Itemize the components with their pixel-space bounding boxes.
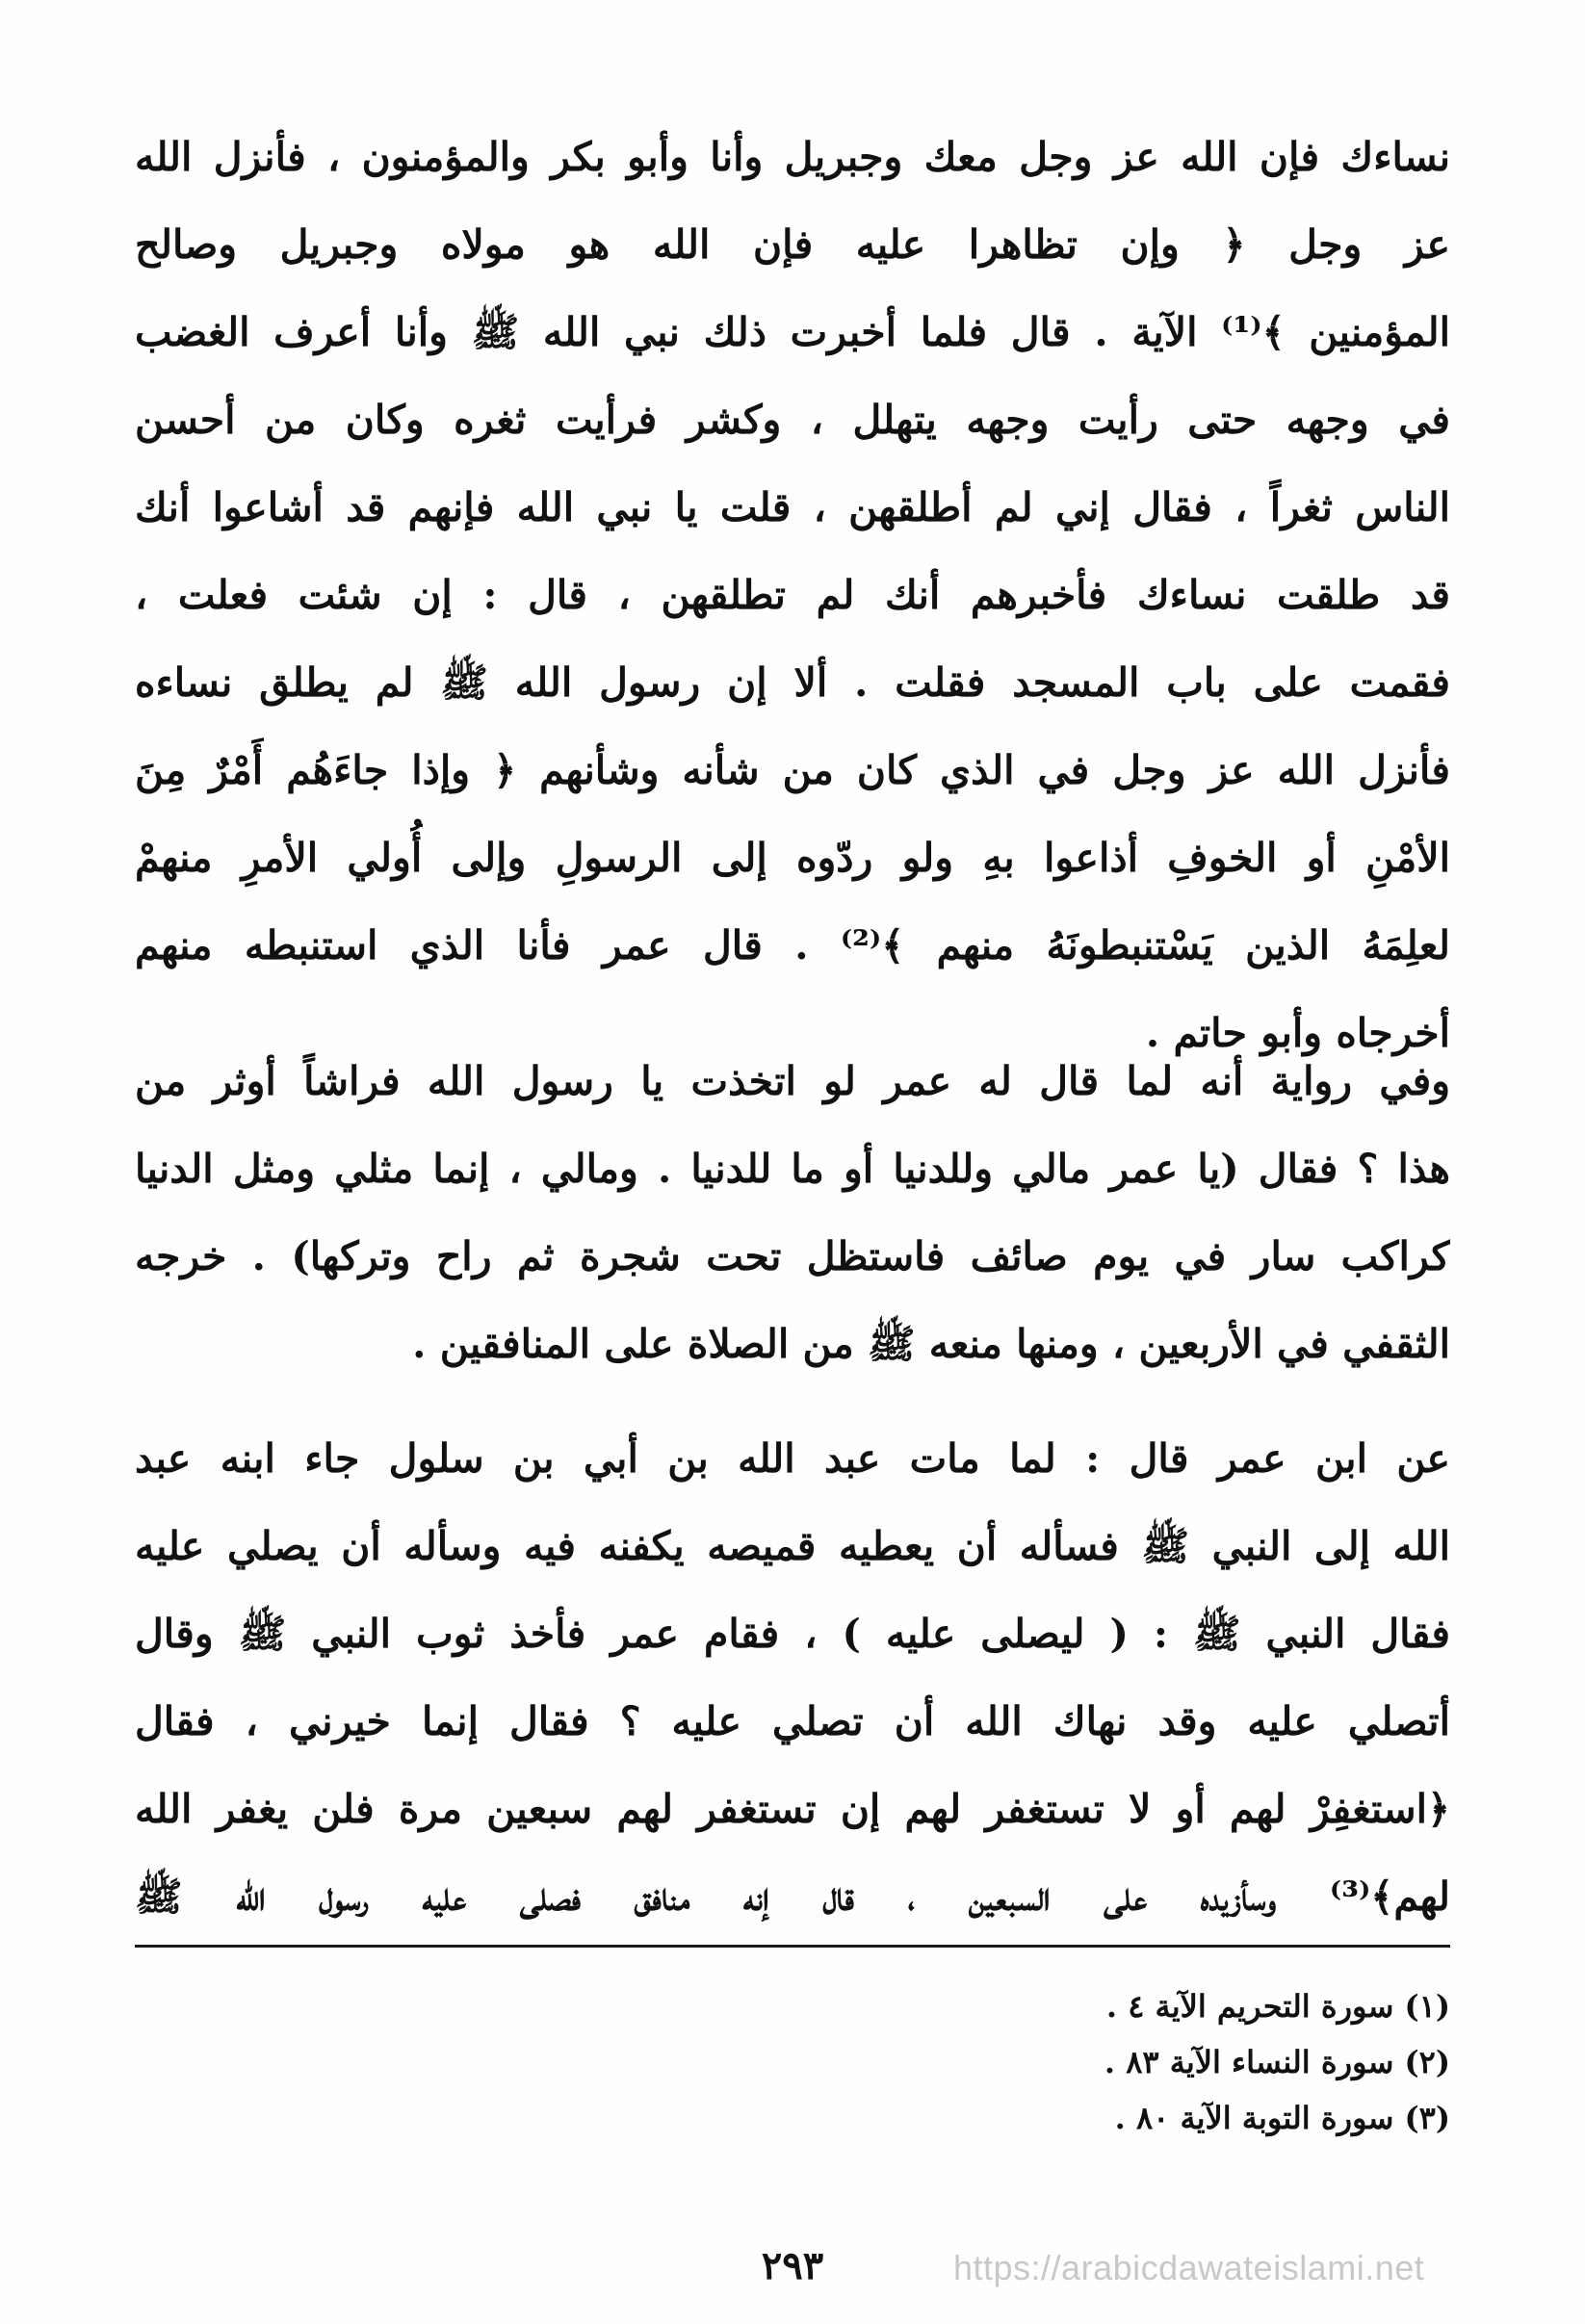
footnote: (٢) سورة النساء الآية ٨٣ . [1104,2044,1450,2080]
text-line: المؤمنين ﴾⁽¹⁾ الآية . قال فلما أخبرت ذلك نبي الله ﷺ وأنا أعرف الغضب [135,309,1450,355]
text-line: عن ابن عمر قال : لما مات عبد الله بن أبي بن سلول جاء ابنه عبد [135,1435,1450,1482]
text-line: قد طلقت نساءك فأخبرهم أنك لم تطلقهن ، قال : إن شئت فعلت ، [135,572,1450,618]
text-line: ﴿استغفِرْ لهم أو لا تستغفر لهم إن تستغفر لهم سبعين مرة فلن يغفر الله [135,1786,1450,1832]
text-line: الأمْنِ أو الخوفِ أذاعوا بهِ ولو ردّوه إلى الرسولِ وإلى أُولي الأمرِ منهمْ [135,835,1450,881]
text-line: لهم﴾⁽³⁾ وسأزيده على السبعين ، قال إنه منافق فصلى عليه رسول الله ﷺ [135,1873,1450,1920]
text-line: الله إلى النبي ﷺ فسأله أن يعطيه قميصه يكفنه فيه وسأله أن يصلي عليه [135,1523,1450,1569]
text-line: في وجهه حتى رأيت وجهه يتهلل ، وكشر فرأيت ثغره وكان من أحسن [135,397,1450,443]
text-line: أخرجاه وأبو حاتم . [1145,1010,1450,1056]
text-line: عز وجل ﴿ وإن تظاهرا عليه فإن الله هو مولاه وجبريل وصالح [135,221,1450,268]
text-line: هذا ؟ فقال (يا عمر مالي وللدنيا أو ما للدنيا . ومالي ، إنما مثلي ومثل الدنيا [135,1146,1450,1192]
footnote: (١) سورة التحريم الآية ٤ . [1105,1988,1450,2025]
footnote-divider [135,1945,1450,1948]
text-line: لعلِمَهُ الذين يَسْتنبطونَهُ منهم ﴾⁽²⁾ . قال عمر فأنا الذي استنبطه منهم [135,922,1450,968]
text-line: الناس ثغراً ، فقال إني لم أطلقهن ، قلت يا نبي الله فإنهم قد أشاعوا أنك [135,484,1450,530]
paragraph-2 [135,1038,1450,1388]
paragraph-3 [135,1415,1450,1941]
footnotes [578,1978,1450,2146]
text-line: فقال النبي ﷺ : ( ليصلى عليه ) ، فقام عمر فأخذ ثوب النبي ﷺ وقال [135,1611,1450,1657]
paragraph-1 [135,114,1450,1077]
text-line: كراكب سار في يوم صائف فاستظل تحت شجرة ثم راح وتركها) . خرجه [135,1233,1450,1279]
text-line: فقمت على باب المسجد فقلت . ألا إن رسول الله ﷺ لم يطلق نساءه [135,659,1450,706]
text-line: وفي رواية أنه لما قال له عمر لو اتخذت يا رسول الله فراشاً أوثر من [135,1058,1450,1104]
text-line: الثقفي في الأربعين ، ومنها منعه ﷺ من الصلاة على المنافقين . [412,1321,1450,1367]
text-line: فأنزل الله عز وجل في الذي كان من شأنه وشأنهم ﴿ وإذا جاءَهُم أَمْرٌ مِنَ [135,747,1450,793]
watermark-url: https://arabicdawateislami.net [953,2248,1425,2287]
footnote: (٣) سورة التوبة الآية ٨٠ . [1114,2100,1450,2136]
text-line: نساءك فإن الله عز وجل معك وجبريل وأنا وأبو بكر والمؤمنون ، فأنزل الله [135,134,1450,180]
text-line: أتصلي عليه وقد نهاك الله أن تصلي عليه ؟ فقال إنما خيرني ، فقال [135,1698,1450,1744]
page-number: ٢٩٣ [761,2243,824,2288]
